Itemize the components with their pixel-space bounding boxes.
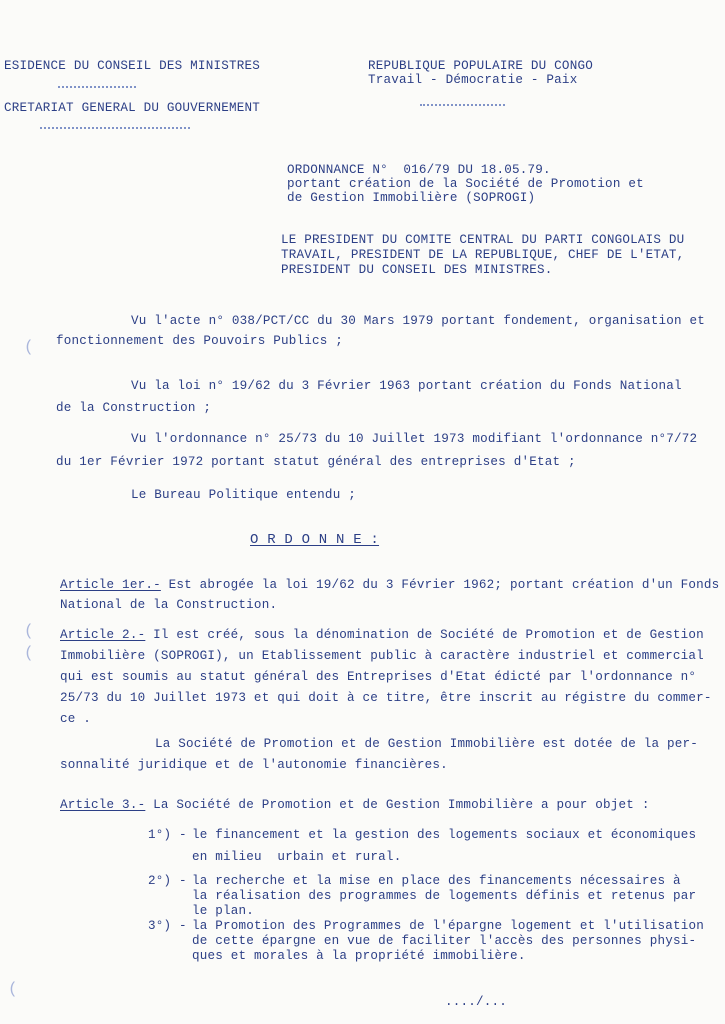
item-2-line-1: la recherche et la mise en place des financements nécessaires à: [192, 874, 681, 888]
item-3-number: 3°) -: [148, 919, 187, 933]
header-right-separator: [420, 104, 505, 111]
article-1-line-1: [60, 578, 719, 593]
ordonnance-title-1: portant création de la Société de Promotion et: [287, 177, 644, 191]
item-2-line-2: la réalisation des programmes de logements définis et retenus par: [192, 889, 697, 903]
ordonne-heading: O R D O N N E :: [250, 532, 380, 548]
visa-2-line-1: Vu la loi n° 19/62 du 3 Février 1963 portant création du Fonds National: [131, 379, 682, 393]
article-2-text: Il est créé, sous la dénomination de Société de Promotion et de Gestion: [145, 628, 704, 642]
president-line-1: LE PRESIDENT DU COMITE CENTRAL DU PARTI CONGOLAIS DU: [281, 233, 685, 247]
item-3-line-2: de cette épargne en vue de faciliter l'accès des personnes physi-: [192, 934, 697, 948]
article-3-line-1: [60, 798, 650, 813]
visa-3-line-2: du 1er Février 1972 portant statut général des entreprises d'Etat ;: [56, 455, 576, 469]
header-devise: Travail - Démocratie - Paix: [368, 73, 578, 87]
article-3-text: La Société de Promotion et de Gestion Immobilière a pour objet :: [145, 798, 650, 812]
president-line-2: TRAVAIL, PRESIDENT DE LA REPUBLIQUE, CHEF DE L'ETAT,: [281, 248, 685, 262]
scan-mark: (: [24, 338, 34, 356]
ordonnance-reference: ORDONNANCE N° 016/79 DU 18.05.79.: [287, 163, 551, 177]
article-2-line-3: qui est soumis au statut général des Entreprises d'Etat édicté par l'ordonnance n°: [60, 670, 697, 684]
header-secretariat: CRETARIAT GENERAL DU GOUVERNEMENT: [4, 101, 260, 115]
item-2-line-3: le plan.: [192, 904, 255, 918]
article-2-label: Article 2.-: [60, 628, 146, 642]
page-continuation: ..../...: [445, 995, 508, 1009]
article-3-label: Article 3.-: [60, 798, 146, 812]
visa-1-line-1: Vu l'acte n° 038/PCT/CC du 30 Mars 1979 portant fondement, organisation et: [131, 314, 706, 328]
article-2-line-1: [60, 628, 704, 643]
scan-mark: (: [24, 644, 34, 662]
article-2-line-2: Immobilière (SOPROGI), un Etablissement public à caractère industriel et commercial: [60, 649, 704, 663]
visa-1-line-2: fonctionnement des Pouvoirs Publics ;: [56, 334, 344, 348]
header-presidence: ESIDENCE DU CONSEIL DES MINISTRES: [4, 59, 260, 73]
item-3-line-3: ques et morales à la propriété immobilière.: [192, 949, 526, 963]
article-2-line-5: ce .: [60, 712, 92, 726]
scan-mark: (: [24, 622, 34, 640]
article-1-line-2: National de la Construction.: [60, 598, 278, 612]
header-left-separator: [58, 86, 136, 93]
article-2-line-4: 25/73 du 10 Juillet 1973 et qui doit à ce titre, être inscrit au régistre du commer-: [60, 691, 712, 705]
header-left-separator-2: [40, 127, 190, 134]
item-1-line-1: le financement et la gestion des logements sociaux et économiques: [192, 828, 697, 842]
visa-2-line-2: de la Construction ;: [56, 401, 212, 415]
visa-3-line-1: Vu l'ordonnance n° 25/73 du 10 Juillet 1973 modifiant l'ordonnance n°7/72: [131, 432, 698, 446]
visa-4: Le Bureau Politique entendu ;: [131, 488, 356, 502]
header-republique: REPUBLIQUE POPULAIRE DU CONGO: [368, 59, 593, 73]
article-1-label: Article 1er.-: [60, 578, 161, 592]
item-3-line-1: la Promotion des Programmes de l'épargne logement et l'utilisation: [192, 919, 704, 933]
president-line-3: PRESIDENT DU CONSEIL DES MINISTRES.: [281, 263, 553, 277]
scan-mark: (: [8, 980, 18, 998]
item-2-number: 2°) -: [148, 874, 187, 888]
article-2-para-2-line-2: sonnalité juridique et de l'autonomie financières.: [60, 758, 448, 772]
article-2-para-2-line-1: La Société de Promotion et de Gestion Immobilière est dotée de la per-: [155, 737, 699, 751]
item-1-number: 1°) -: [148, 828, 187, 842]
article-1-text: Est abrogée la loi 19/62 du 3 Février 1962; portant création d'un Fonds: [160, 578, 720, 592]
ordonnance-title-2: de Gestion Immobilière (SOPROGI): [287, 191, 536, 205]
item-1-line-2: en milieu urbain et rural.: [192, 850, 402, 864]
